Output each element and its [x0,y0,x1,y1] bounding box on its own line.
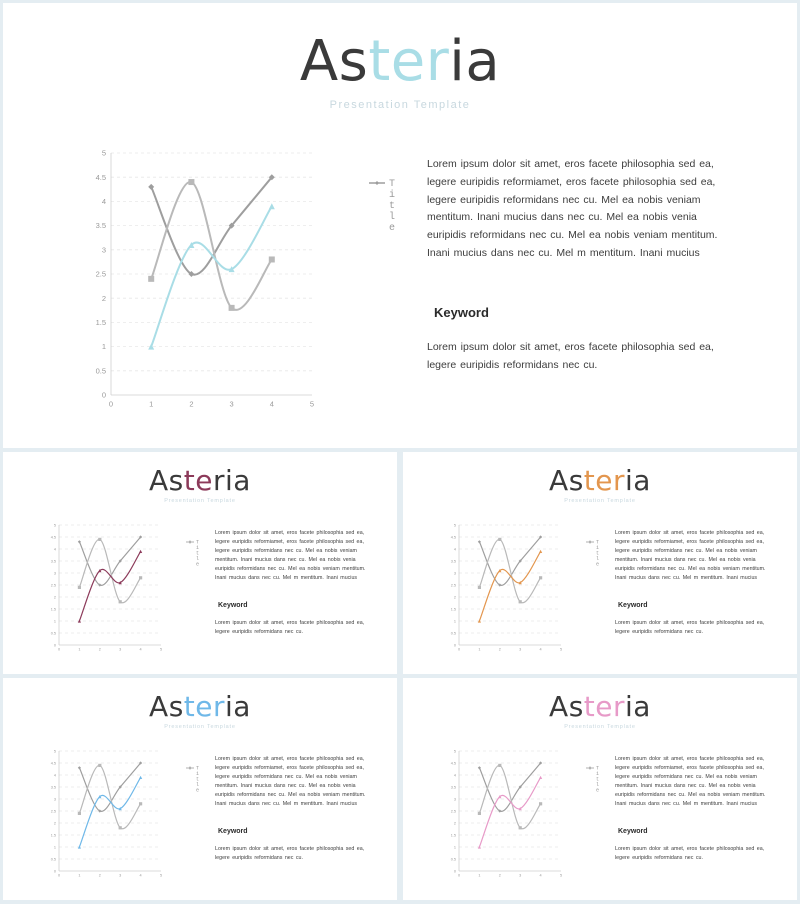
body-paragraph-2: Lorem ipsum dolor sit amet, eros facete philosophia sed ea, legere euripidis reformidans nec cu. [615,846,765,861]
line-chart [3,3,797,448]
y-tick-label: 2.5 [450,583,456,588]
x-tick-label: 5 [559,647,563,652]
y-tick-label: 2 [453,821,456,826]
y-tick-label: 2 [53,595,56,600]
data-point [539,776,542,779]
y-tick-label: 1.5 [50,833,56,838]
body-paragraph-2: Lorem ipsum dolor sit amet, eros facete philosophia sed ea, legere euripidis reformidans nec cu. [215,846,365,861]
data-point [139,802,142,805]
line-chart [403,452,797,674]
series-line-3 [79,551,140,621]
legend-marker [589,540,591,544]
y-tick-label: 2 [101,293,106,303]
body-paragraph-2: Lorem ipsum dolor sit amet, eros facete philosophia sed ea, legere euripidis reformidans nec cu. [615,620,765,635]
y-tick-label: 0 [101,390,106,400]
y-tick-label: 4 [101,197,106,207]
y-tick-label: 5 [53,523,56,528]
y-tick-label: 4.5 [50,761,56,766]
y-tick-label: 1.5 [50,607,56,612]
data-point [139,576,142,579]
y-tick-label: 5 [101,148,106,158]
title-part-3: ia [449,29,501,94]
data-point [139,776,142,779]
y-tick-label: 5 [453,749,456,754]
y-tick-label: 5 [53,749,56,754]
series-line-3 [151,206,272,346]
y-tick-label: 3.5 [50,559,56,564]
y-tick-label: 1.5 [450,607,456,612]
series-line-3 [79,777,140,847]
x-tick-label: 4 [139,873,142,878]
x-tick-label: 1 [78,873,81,878]
data-point [98,764,101,767]
keyword-heading: Keyword [218,602,248,609]
y-tick-label: 4 [53,547,56,552]
slide-2 [3,452,397,674]
x-tick-label: 1 [78,647,81,652]
y-tick-label: 0 [53,869,56,874]
y-tick-label: 3 [53,571,56,576]
data-point [269,203,275,209]
y-tick-label: 4 [53,773,56,778]
data-point [78,812,81,815]
slide-3 [403,452,797,674]
body-paragraph-2: Lorem ipsum dolor sit amet, eros facete philosophia sed ea, legere euripidis reformidans nec cu. [215,620,365,635]
title-accent-part: te [183,464,213,497]
x-tick-label: 5 [159,873,163,878]
line-chart [403,678,797,900]
y-tick-label: 2.5 [50,583,56,588]
slide-subtitle: Presentation Template [164,724,236,730]
x-tick-label: 3 [229,399,234,409]
legend-label: T i t l e [596,765,600,794]
x-tick-label: 2 [98,647,101,652]
slide-subtitle: Presentation Template [329,99,471,111]
keyword-heading: Keyword [218,828,248,835]
y-tick-label: 4 [453,547,456,552]
y-tick-label: 0.5 [50,857,56,862]
x-tick-label: 4 [539,873,542,878]
x-tick-label: 5 [559,873,563,878]
slide-5 [403,678,797,900]
series-line-3 [479,551,540,621]
slide-subtitle: Presentation Template [164,498,236,504]
y-tick-label: 4 [453,773,456,778]
slide-subtitle: Presentation Template [564,724,636,730]
data-point [519,826,522,829]
data-point [539,802,542,805]
y-tick-label: 1 [453,619,456,624]
y-tick-label: 4.5 [450,761,456,766]
y-tick-label: 5 [453,523,456,528]
body-paragraph: Lorem ipsum dolor sit amet, eros facete philosophia sed ea, legere euripidis reformiamet, eros facete philosophia sed ea, legere euripidis reformidans nec cu. Mel ea nobis veniam mentitum. Inani mucius dans nec cu. Mel ea nobis venia euripidis reformidans nec cu. Mel ea nobis veniam mentitum. Inani mucius dans nec cu. Mel m mentitum. Inani mucius [215,530,366,581]
legend-marker [189,766,191,770]
y-tick-label: 2 [453,595,456,600]
y-tick-label: 3.5 [95,221,106,231]
data-point [478,586,481,589]
body-paragraph: Lorem ipsum dolor sit amet, eros facete philosophia sed ea, legere euripidis reformiamet, eros facete philosophia sed ea, legere euripidis reformidans nec cu. Mel ea nobis veniam mentitum. Inani mucius dans nec cu. Mel ea nobis venia euripidis reformidans nec cu. Mel ea nobis veniam mentitum. Inani mucius dans nec cu. Mel m mentitum. Inani mucius [615,756,766,807]
x-tick-label: 4 [539,647,542,652]
title-part-3: ia [625,690,651,723]
data-point [78,586,81,589]
y-tick-label: 0.5 [450,857,456,862]
y-tick-label: 3 [101,245,106,255]
y-tick-label: 0.5 [50,631,56,636]
legend-label: T i t l e [596,539,600,568]
y-tick-label: 2 [53,821,56,826]
y-tick-label: 1 [53,845,56,850]
data-point [498,764,501,767]
title-part-1: As [549,690,584,723]
x-tick-label: 3 [519,647,522,652]
y-tick-label: 0.5 [95,366,106,376]
title-accent-part: ter [583,464,626,497]
x-tick-label: 0 [457,873,461,878]
y-tick-label: 1 [453,845,456,850]
y-tick-label: 3 [453,571,456,576]
title-part-1: As [149,690,184,723]
legend-marker [189,540,191,544]
data-point [119,600,122,603]
y-tick-label: 4.5 [95,172,106,182]
x-tick-label: 2 [189,399,194,409]
x-tick-label: 2 [498,647,501,652]
title-part-3: ria [213,464,251,497]
data-point [188,179,194,185]
y-tick-label: 2.5 [50,809,56,814]
x-tick-label: 0 [57,873,61,878]
data-point [98,538,101,541]
title-part-1: As [149,464,184,497]
x-tick-label: 2 [498,873,501,878]
y-tick-label: 1 [101,342,106,352]
title-accent-part: ter [583,690,626,723]
title-accent-part: ter [368,29,450,94]
legend-label: T i t l e [196,539,200,568]
data-point [478,812,481,815]
y-tick-label: 4.5 [450,535,456,540]
keyword-heading: Keyword [618,602,648,609]
title-accent-part: ter [183,690,226,723]
title-part-3: ia [225,690,251,723]
y-tick-label: 1 [53,619,56,624]
body-paragraph-2: Lorem ipsum dolor sit amet, eros facete philosophia sed ea, legere euripidis reformidans nec cu. [427,341,714,371]
x-tick-label: 1 [149,399,154,409]
y-tick-label: 3.5 [450,559,456,564]
y-tick-label: 3 [453,797,456,802]
slide-4 [3,678,397,900]
title-part-1: As [299,29,369,94]
x-tick-label: 0 [457,647,461,652]
x-tick-label: 5 [309,399,315,409]
y-tick-label: 0 [453,643,456,648]
x-tick-label: 5 [159,647,163,652]
keyword-heading: Keyword [434,305,489,320]
y-tick-label: 1.5 [95,318,106,328]
data-point [229,305,235,311]
x-tick-label: 4 [269,399,274,409]
y-tick-label: 4.5 [50,535,56,540]
x-tick-label: 1 [478,873,481,878]
body-paragraph: Lorem ipsum dolor sit amet, eros facete philosophia sed ea, legere euripidis reformiamet, eros facete philosophia sed ea, legere euripidis reformidans nec cu. Mel ea nobis veniam mentitum. Inani mucius dans nec cu. Mel ea nobis venia euripidis reformidans nec cu. Mel ea nobis veniam mentitum. Inani mucius dans nec cu. Mel m mentitum. Inani mucius [215,756,366,807]
line-chart [3,452,397,674]
y-tick-label: 0.5 [450,631,456,636]
series-line-3 [479,777,540,847]
y-tick-label: 0 [53,643,56,648]
data-point [139,550,142,553]
y-tick-label: 3.5 [50,785,56,790]
data-point [539,576,542,579]
y-tick-label: 3 [53,797,56,802]
x-tick-label: 3 [519,873,522,878]
legend-label: T i t l e [389,179,396,234]
data-point [148,276,154,282]
x-tick-label: 4 [139,647,142,652]
y-tick-label: 3.5 [450,785,456,790]
title-part-1: As [549,464,584,497]
legend-marker [375,181,379,185]
x-tick-label: 0 [108,399,114,409]
data-point [519,600,522,603]
data-point [539,550,542,553]
x-tick-label: 2 [98,873,101,878]
body-paragraph: Lorem ipsum dolor sit amet, eros facete philosophia sed ea, legere euripidis reformiamet, eros facete philosophia sed ea, legere euripidis reformidans nec cu. Mel ea nobis veniam mentitum. Inani mucius dans nec cu. Mel ea nobis venia euripidis reformidans nec cu. Mel ea nobis veniam mentitum. Inani mucius dans nec cu. Mel m mentitum. Inani mucius [615,530,766,581]
body-paragraph: Lorem ipsum dolor sit amet, eros facete philosophia sed ea, legere euripidis reformiamet, eros facete philosophia sed ea, legere euripidis reformidans nec cu. Mel ea nobis veniam mentitum. Inani mucius dans nec cu. Mel ea nobis venia euripidis reformidans nec cu. Mel ea nobis veniam mentitum. Inani mucius dans nec cu. Mel m mentitum. Inani mucius [427,158,718,259]
y-tick-label: 2.5 [95,269,106,279]
legend-marker [589,766,591,770]
x-tick-label: 3 [119,873,122,878]
y-tick-label: 2.5 [450,809,456,814]
x-tick-label: 1 [478,647,481,652]
keyword-heading: Keyword [618,828,648,835]
y-tick-label: 1.5 [450,833,456,838]
legend-label: T i t l e [196,765,200,794]
line-chart [3,678,397,900]
data-point [119,826,122,829]
data-point [269,256,275,262]
y-tick-label: 0 [453,869,456,874]
x-tick-label: 0 [57,647,61,652]
series-line-1 [151,177,272,275]
x-tick-label: 3 [119,647,122,652]
data-point [148,184,154,190]
slide-1 [3,3,797,448]
data-point [498,538,501,541]
title-part-3: ia [625,464,651,497]
slide-subtitle: Presentation Template [564,498,636,504]
